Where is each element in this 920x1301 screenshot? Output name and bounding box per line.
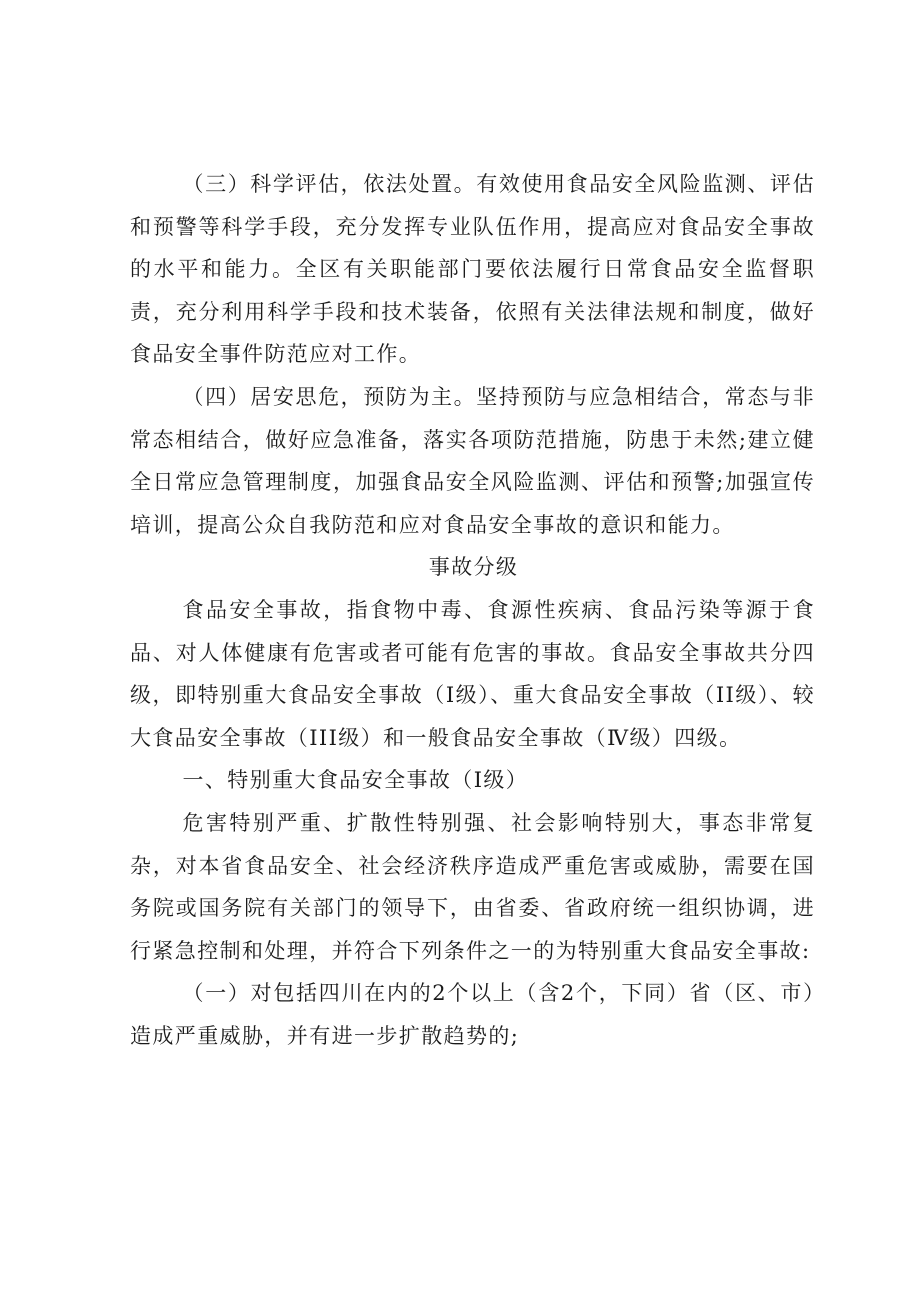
paragraph-prevention-first: （四）居安思危，预防为主。坚持预防与应急相结合，常态与非常态相结合，做好应急准备，落实各项防范措施，防患于未然;建立健全日常应急管理制度，加强食品安全风险监测、评估和预警;加强宣传培训，提高公众自我防范和应对食品安全事故的意识和能力。: [130, 384, 815, 537]
level-1-title: 一、特别重大食品安全事故（Ⅰ级）: [182, 768, 529, 793]
section-heading-incident-levels: 事故分级: [428, 555, 519, 580]
document-body: [130, 163, 815, 1057]
paragraph-level-1-description: 危害特别严重、扩散性特别强、社会影响特别大，事态非常复杂，对本省食品安全、社会经济秩序造成严重危害或威胁，需要在国务院或国务院有关部门的领导下，由省委、省政府统一组织协调，进行紧急控制和处理，并符合下列条件之一的为特别重大食品安全事故:: [130, 810, 815, 963]
paragraph-scientific-assessment: （三）科学评估，依法处置。有效使用食品安全风险监测、评估和预警等科学手段，充分发挥专业队伍作用，提高应对食品安全事故的水平和能力。全区有关职能部门要依法履行日常食品安全监督职责，充分利用科学手段和技术装备，依照有关法律法规和制度，做好食品安全事件防范应对工作。: [130, 172, 815, 367]
list-item-condition-1: （一）对包括四川在内的2个以上（含2个，下同）省（区、市）造成严重威胁，并有进一步扩散趋势的;: [130, 981, 815, 1048]
paragraph-incident-definition: 食品安全事故，指食物中毒、食源性疾病、食品污染等源于食品、对人体健康有危害或者可能有危害的事故。食品安全事故共分四级，即特别重大食品安全事故（Ⅰ级）、重大食品安全事故（II级）、较大食品安全事故（III级）和一般食品安全事故（Ⅳ级）四级。: [130, 597, 815, 750]
